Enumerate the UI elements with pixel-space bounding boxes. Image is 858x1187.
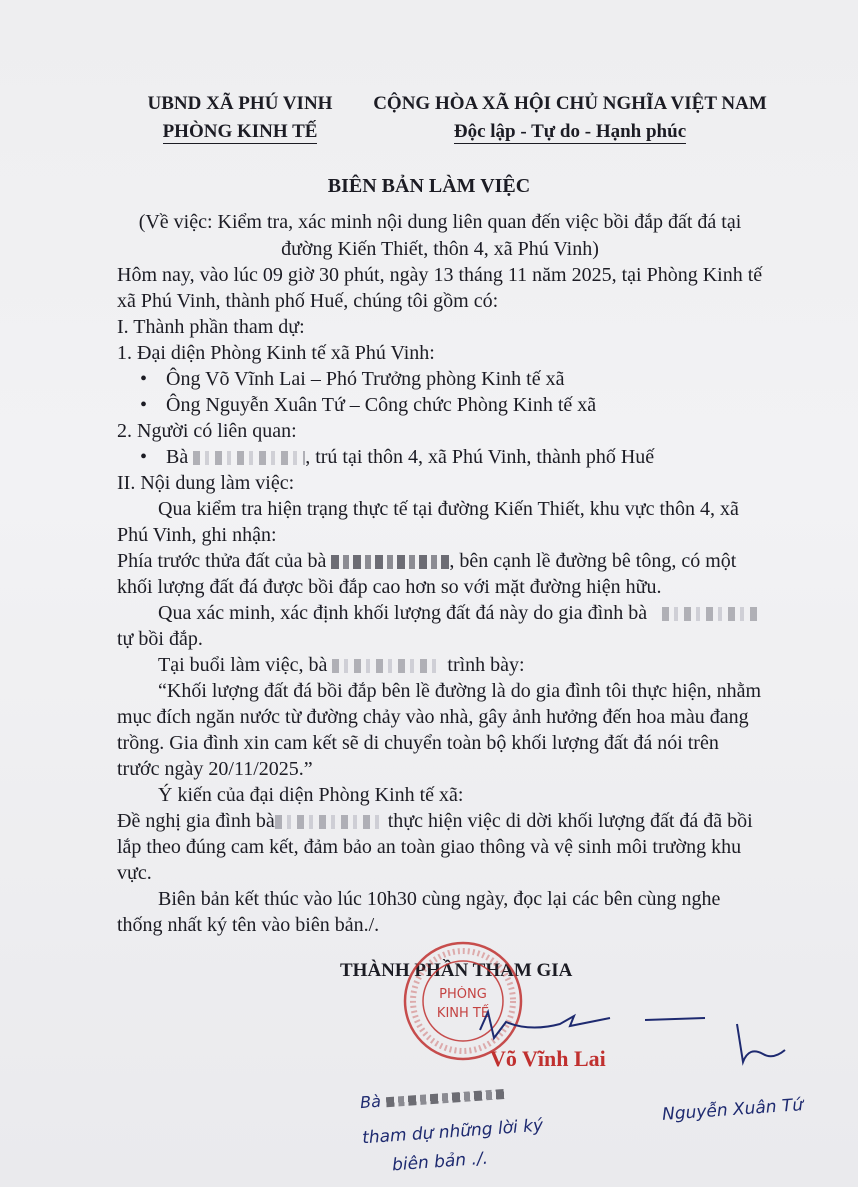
bullet-dot: •: [140, 446, 148, 468]
paragraph-line: [158, 654, 525, 677]
closing-line: Biên bản kết thúc vào lúc 10h30 cùng ngày, đọc lại các bên cùng nghe: [158, 888, 721, 910]
closing-line: thống nhất ký tên vào biên bản./.: [117, 914, 380, 936]
seal-text: KINH TẾ: [436, 1006, 490, 1021]
member-item: Ông Võ Vĩnh Lai – Phó Trưởng phòng Kinh tế xã: [166, 368, 565, 390]
redacted-name: [386, 1088, 506, 1106]
section-heading: I. Thành phần tham dự:: [117, 316, 305, 338]
paragraph-line: vực.: [117, 862, 152, 884]
handwritten-note: biên bản ./.: [391, 1148, 489, 1176]
paragraph-line: [158, 602, 762, 625]
related-person-item: [166, 446, 654, 469]
paragraph-line: [117, 810, 753, 833]
paragraph-line: tự bồi đắp.: [117, 628, 203, 650]
redacted-name: [332, 659, 442, 673]
issuer-name: UBND XÃ PHÚ VINH: [147, 93, 333, 114]
paragraph-line: lắp theo đúng cam kết, đảm bảo an toàn giao thông và vệ sinh môi trường khu: [117, 836, 742, 858]
paragraph-line: Qua kiểm tra hiện trạng thực tế tại đường Kiến Thiết, khu vực thôn 4, xã: [158, 498, 739, 520]
signatures-heading: THÀNH PHẦN THAM GIA: [340, 960, 573, 981]
paragraph-line: [117, 550, 736, 573]
handwritten-note: [360, 1083, 507, 1112]
paragraph-line: Phú Vinh, ghi nhận:: [117, 524, 277, 546]
member-item: Ông Nguyễn Xuân Tứ – Công chức Phòng Kinh tế xã: [166, 394, 597, 416]
text-segment: thực hiện việc di dời khối lượng đất đá đã bồi: [387, 810, 753, 832]
document-title: BIÊN BẢN LÀM VIỆC: [327, 175, 531, 197]
quote-line: trồng. Gia đình xin cam kết sẽ di chuyển toàn bộ khối lượng đất đá nói trên: [117, 732, 719, 754]
subtitle-line: (Về việc: Kiểm tra, xác minh nội dung liên quan đến việc bồi đắp đất đá tại: [138, 211, 742, 233]
text-segment: trình bày:: [447, 654, 525, 676]
bullet-dot: •: [140, 394, 148, 416]
opinion-heading: Ý kiến của đại diện Phòng Kinh tế xã:: [158, 784, 464, 806]
intro-line: Hôm nay, vào lúc 09 giờ 30 phút, ngày 13 tháng 11 năm 2025, tại Phòng Kinh tế: [117, 264, 763, 286]
redacted-name: [193, 451, 305, 465]
intro-line: xã Phú Vinh, thành phố Huế, chúng tôi gồm có:: [117, 290, 499, 312]
text-segment: Phía trước thửa đất của bà: [117, 550, 327, 572]
text-segment: Đề nghị gia đình bà: [117, 810, 275, 832]
subtitle-line: đường Kiến Thiết, thôn 4, xã Phú Vinh): [281, 238, 599, 260]
quote-line: trước ngày 20/11/2025.”: [117, 758, 313, 780]
bullet-dot: •: [140, 368, 148, 390]
paragraph-line: khối lượng đất đá được bồi đắp cao hơn so với mặt đường hiện hữu.: [117, 576, 662, 598]
signer-name: Võ Vĩnh Lai: [490, 1046, 606, 1071]
related-suffix: , trú tại thôn 4, xã Phú Vinh, thành phố Huế: [305, 446, 655, 468]
quote-line: mục đích ngăn nước từ đường chảy vào nhà, gây ảnh hưởng đến hoa màu đang: [117, 706, 749, 728]
section-heading: II. Nội dung làm việc:: [117, 472, 295, 494]
redacted-name: [662, 607, 762, 621]
issuer-block: [130, 90, 350, 146]
related-prefix: Bà: [166, 446, 189, 468]
text-segment: Qua xác minh, xác định khối lượng đất đá này do gia đình bà: [158, 602, 648, 624]
issuer-department: PHÒNG KINH TẾ: [162, 121, 318, 142]
text-segment: , bên cạnh lề đường bê tông, có một: [449, 550, 737, 572]
text-segment: Tại buổi làm việc, bà: [158, 654, 328, 676]
handwritten-note: tham dự những lời ký: [361, 1115, 544, 1149]
seal-text: PHÒNG: [439, 987, 487, 1002]
motto: Độc lập - Tự do - Hạnh phúc: [453, 121, 687, 142]
document-subtitle: [100, 209, 780, 263]
handwritten-signer-name: Nguyễn Xuân Tứ: [661, 1095, 804, 1125]
handwritten-text: Bà: [359, 1091, 382, 1113]
redacted-name: [331, 555, 449, 569]
subsection-heading: 2. Người có liên quan:: [117, 420, 297, 442]
national-motto-block: [360, 90, 780, 146]
redacted-name: [275, 815, 383, 829]
subsection-heading: 1. Đại diện Phòng Kinh tế xã Phú Vinh:: [117, 342, 435, 364]
country-name: CỘNG HÒA XÃ HỘI CHỦ NGHĨA VIỆT NAM: [373, 93, 767, 114]
quote-line: “Khối lượng đất đá bồi đắp bên lề đường là do gia đình tôi thực hiện, nhằm: [158, 680, 761, 702]
signature-scribble: [645, 1010, 795, 1070]
signature-scribble: [470, 1000, 640, 1050]
